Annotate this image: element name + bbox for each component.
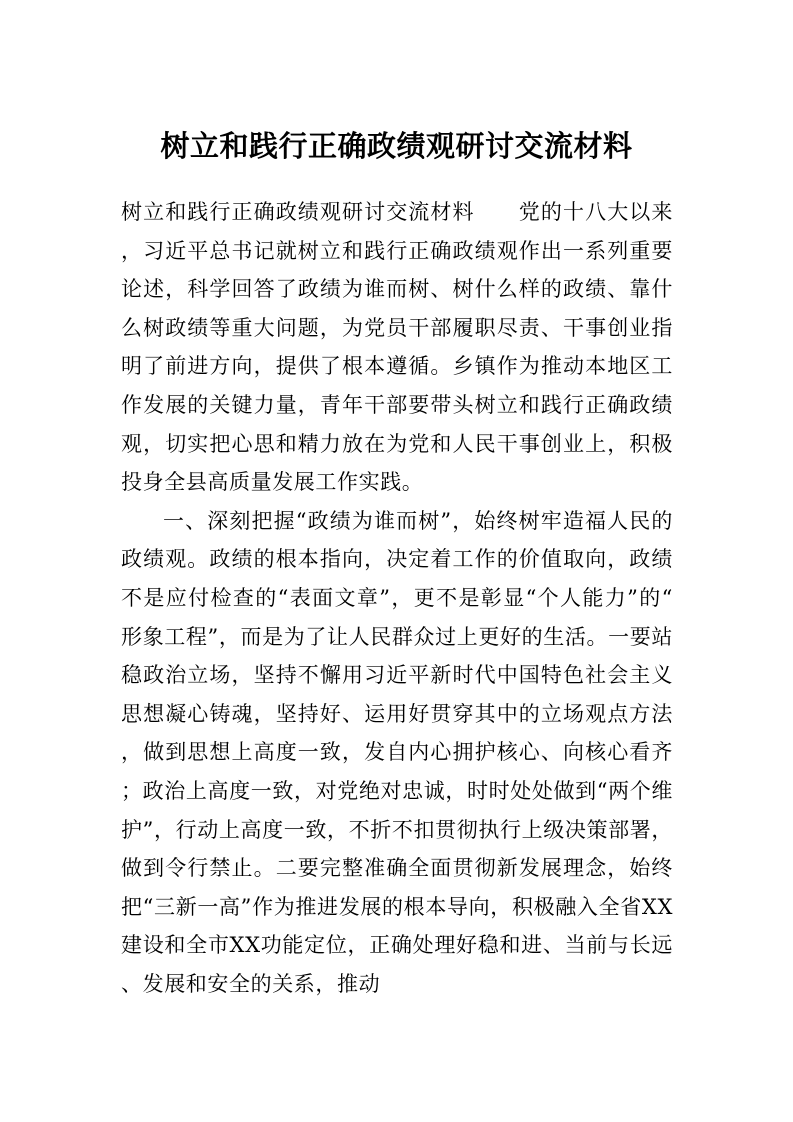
document-title: 树立和践行正确政绩观研讨交流材料 [160, 129, 633, 163]
paragraph-section-one: 一、深刻把握“政绩为谁而树”，始终树牢造福人民的政绩观。政绩的根本指向，决定着工作的价值取向，政绩不是应付检查的“表面文章”，更不是彰显“个人能力”的“形象工程”，而是为了让人民群众过上更好的生活。一要站稳政治立场，坚持不懈用习近平新时代中国特色社会主义思想凝心铸魂，坚持好、运用好贯穿其中的立场观点方法，做到思想上高度一致，发自内心拥护核心、向核心看齐；政治上高度一致，对党绝对忠诚，时时处处做到“两个维护”，行动上高度一致，不折不扣贯彻执行上级决策部署，做到令行禁止。二要完整准确全面贯彻新发展理念，始终把“三新一高”作为推进发展的根本导向，积极融入全省XX建设和全市XX功能定位，正确处理好稳和进、当前与长远、发展和安全的关系，推动 [121, 508, 673, 996]
document-body [121, 193, 673, 1003]
paragraph-intro: 树立和践行正确政绩观研讨交流材料 党的十八大以来，习近平总书记就树立和践行正确政绩观作出一系列重要论述，科学回答了政绩为谁而树、树什么样的政绩、靠什么树政绩等重大问题，为党员干部履职尽责、干事创业指明了前进方向，提供了根本遵循。乡镇作为推动本地区工作发展的关键力量，青年干部要带头树立和践行正确政绩观，切实把心思和精力放在为党和人民干事创业上，积极投身全县高质量发展工作实践。 [121, 200, 673, 495]
